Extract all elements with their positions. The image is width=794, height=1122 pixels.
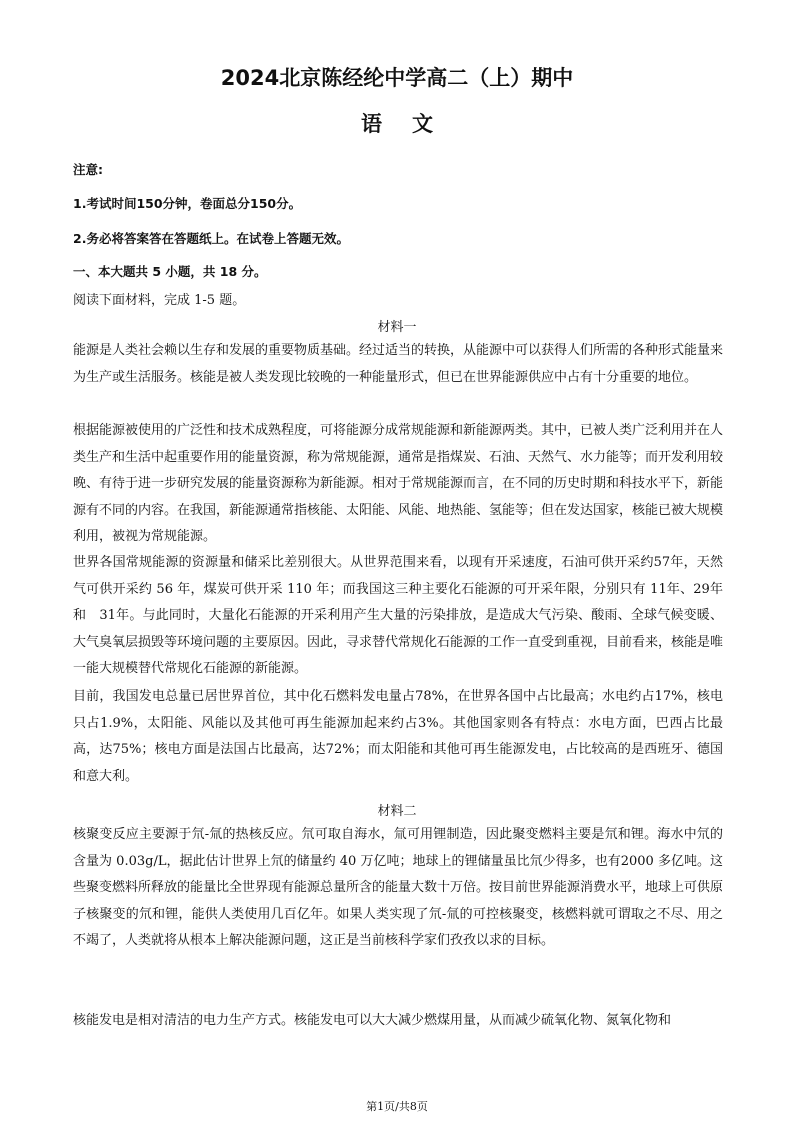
section-instruction: 阅读下面材料，完成 1-5 题。: [73, 293, 246, 308]
material1-paragraph: 目前，我国发电总量已居世界首位，其中化石燃料发电量占78%，在世界各国中占比最高；水电约占17%，核电只占1.9%，太阳能、风能以及其他可再生能源加起来约占3%。其他国家则各有特点：水电方面，巴西占比最高，达75%；核电方面是法国占比最高，达72%；而太阳能和其他可再生能源发电，占比较高的是西班牙、德国和意大利。: [73, 689, 723, 784]
material1-paragraph: 能源是人类社会赖以生存和发展的重要物质基础。经过适当的转换，从能源中可以获得人们所需的各种形式能量来为生产或生活服务。核能是被人类发现比较晚的一种能量形式，但已在世界能源供应中占有十分重要的地位。: [73, 343, 724, 385]
material2-paragraph: 核聚变反应主要源于氘-氚的热核反应。氘可取自海水，氚可用锂制造，因此聚变燃料主要是氘和锂。海水中氘的含量为 0.03g/L，据此估计世界上氘的储量约 40 万亿吨；地球上的锂储量虽比氘少得多，也有2000 多亿吨。这些聚变燃料所释放的能量比全世界现有能源总量所含的能量大数十万倍。按目前世界能源消费水平，地球上可供原子核聚变的氘和锂，能供人类使用几百亿年。如果人类实现了氘-氚的可控核聚变，核燃料就可谓取之不尽、用之不竭了，人类就将从根本上解决能源问题，这正是当前核科学家们孜孜以求的目标。: [73, 827, 724, 948]
notice-item: 1.考试时间150分钟，卷面总分150分。: [73, 196, 302, 211]
exam-title: 2024北京陈经纶中学高二（上）期中: [220, 66, 574, 90]
notice-label: 注意:: [73, 162, 103, 177]
material-heading: 材料二: [377, 804, 417, 819]
material1-paragraph: 根据能源被使用的广泛性和技术成熟程度，可将能源分成常规能源和新能源两类。其中，已被人类广泛利用并在人类生产和生活中起重要作用的能量资源，称为常规能源，通常是指煤炭、石油、天然气、水力能等；而开发利用较晚、有待于进一步研究发展的能量资源称为新能源。相对于常规能源而言，在不同的历史时期和科技水平下，新能源有不同的内容。在我国，新能源通常指核能、太阳能、风能、地热能、氢能等；但在发达国家，核能已被大规模利用，被视为常规能源。: [73, 423, 724, 544]
material-heading: 材料一: [377, 320, 417, 335]
page-number: 第1页/共8页: [366, 1100, 428, 1113]
subject-title: 语文: [361, 112, 463, 136]
material1-paragraph: 世界各国常规能源的资源量和储采比差别很大。从世界范围来看，以现有开采速度，石油可供开采约57年，天然气可供开采约 56 年，煤炭可供开采 110 年；而我国这三种主要化石能源的可开采年限，分别只有 11年、29年和 31年。与此同时，大量化石能源的开采利用产生大量的污染排放，是造成大气污染、酸雨、全球气候变暖、大气臭氧层损毁等环境问题的主要原因。因此，寻求替代常规化石能源的工作一直受到重视，目前看来，核能是唯一能大规模替代常规化石能源的新能源。: [73, 555, 724, 676]
notice-item: 2.务必将答案答在答题纸上。在试卷上答题无效。: [73, 231, 349, 246]
material2-paragraph: 核能发电是相对清洁的电力生产方式。核能发电可以大大减少燃煤用量，从而减少硫氧化物、氮氧化物和: [73, 1013, 672, 1028]
section-heading: 一、本大题共 5 小题，共 18 分。: [73, 264, 267, 279]
